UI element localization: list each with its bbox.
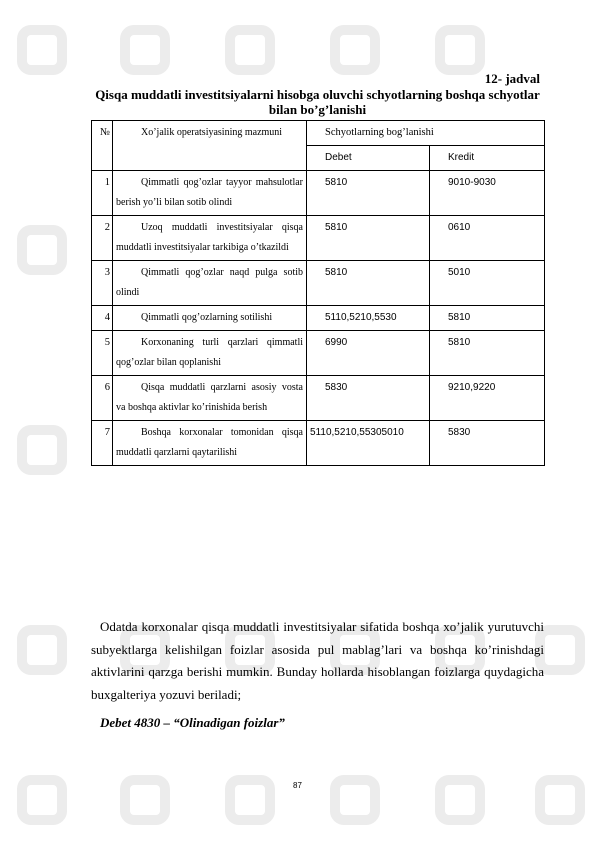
row-kredit: 5010	[430, 261, 545, 306]
header-kredit: Kredit	[430, 146, 545, 171]
row-kredit: 5810	[430, 306, 545, 331]
debet-entry: Debet 4830 – “Olinadigan foizlar”	[100, 715, 285, 730]
table-row	[92, 216, 545, 261]
row-content: Korxonaning turli qarzlari qimmatli qog’ozlar bilan qoplanishi	[113, 331, 307, 376]
row-number: 2	[92, 216, 113, 261]
page-number: 87	[293, 781, 302, 790]
row-debet: 5830	[307, 376, 430, 421]
row-content: Qimmatli qog’ozlarning sotilishi	[113, 306, 307, 331]
row-content: Uzoq muddatli investitsiyalar qisqa muddatli investitsiyalar tarkibiga o’tkazildi	[113, 216, 307, 261]
table-row	[92, 331, 545, 376]
table-title: Qisqa muddatli investitsiyalarni hisobga oluvchi schyotlarning boshqa schyotlar bilan bo’g’lanishi	[95, 87, 540, 117]
row-kredit: 5810	[430, 331, 545, 376]
row-number: 4	[92, 306, 113, 331]
row-number: 1	[92, 171, 113, 216]
row-debet: 5110,5210,5530	[307, 306, 430, 331]
header-number: №	[92, 121, 113, 171]
row-debet: 5810	[307, 261, 430, 306]
row-content: Qimmatli qog’ozlar tayyor mahsulotlar berish yo’li bilan sotib olindi	[113, 171, 307, 216]
row-debet: 5810	[307, 171, 430, 216]
table-row	[92, 421, 545, 466]
header-accounts: Schyotlarning bog’lanishi	[307, 121, 545, 146]
row-number: 3	[92, 261, 113, 306]
header-content: Xo’jalik operatsiyasining mazmuni	[113, 121, 307, 171]
header-debet: Debet	[307, 146, 430, 171]
row-kredit: 9010-9030	[430, 171, 545, 216]
row-content: Qisqa muddatli qarzlarni asosiy vosta va boshqa aktivlar ko’rinishida berish	[113, 376, 307, 421]
table-row	[92, 376, 545, 421]
body-paragraph: Odatda korxonalar qisqa muddatli investitsiyalar sifatida boshqa xo’jalik yurutuvchi subyektlarga kelishilgan foizlar asosida pul mablag’lari va boshqa ko’rinishdagi aktivlarini qarzga berishi mumkin. Bunday hollarda hisoblangan foizlarga quydagicha buxgalteriya yozuvi beriladi;	[91, 619, 544, 702]
row-number: 7	[92, 421, 113, 466]
table-row	[92, 171, 545, 216]
accounts-table	[91, 120, 545, 466]
row-number: 5	[92, 331, 113, 376]
table-row	[92, 261, 545, 306]
row-kredit: 9210,9220	[430, 376, 545, 421]
row-kredit: 5830	[430, 421, 545, 466]
row-kredit: 0610	[430, 216, 545, 261]
row-content: Qimmatli qog’ozlar naqd pulga sotib olindi	[113, 261, 307, 306]
row-debet: 5110,5210,55305010	[307, 421, 430, 466]
row-number: 6	[92, 376, 113, 421]
table-row	[92, 306, 545, 331]
table-label: 12- jadval	[484, 71, 540, 86]
row-content: Boshqa korxonalar tomonidan qisqa muddatli qarzlarni qaytarilishi	[113, 421, 307, 466]
row-debet: 6990	[307, 331, 430, 376]
table-header-row	[92, 121, 545, 146]
row-debet: 5810	[307, 216, 430, 261]
